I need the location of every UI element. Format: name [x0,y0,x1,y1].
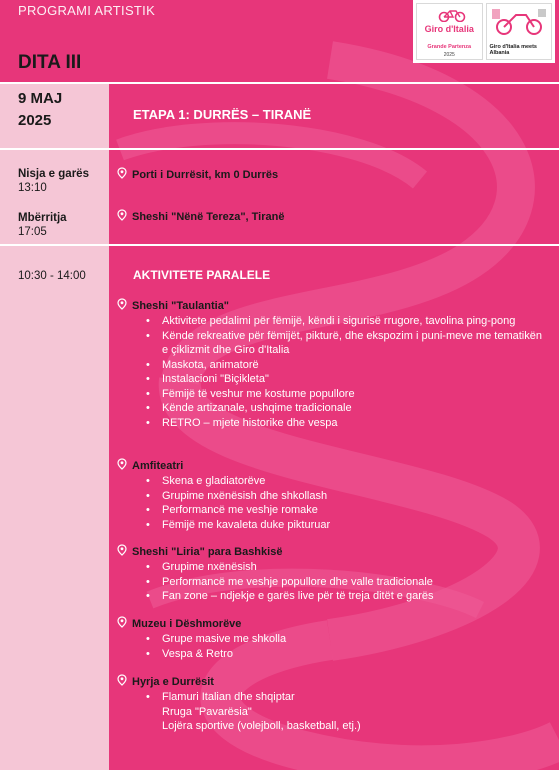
list-item: • Grupime nxënësish dhe shkollash [146,489,542,504]
logo-caption: Giro d'Italia meets Albania [489,44,537,56]
list-item: • Flamuri Italian dhe shqiptar [146,690,542,705]
location-pin-icon [117,674,127,686]
date [18,88,62,132]
list-item: • Skena e gladiatorëve [146,474,542,489]
giro-logo [416,3,483,60]
activity-list [146,632,542,661]
logo-subtitle: Grande Partenza [427,44,472,50]
venue-name [117,298,542,313]
venue-label: Hyrja e Durrësit [132,676,214,688]
venue-label: Sheshi "Liria" para Bashkisë [132,546,283,558]
start-location: Porti i Durrësit, km 0 Durrës [132,169,279,181]
list-item: • Performancë me veshje popullore dhe valle tradicionale [146,575,542,590]
venue-name [117,674,542,689]
list-item: • Aktivitete pedalimi për fëmijë, këndi i sigurisë rrugore, tavolina ping-pong [146,314,542,329]
activity-list [146,474,542,532]
start-info [18,167,89,195]
date-year: 2025 [18,112,52,129]
list-item: • Instalacioni "Biçikleta" [146,372,542,387]
start-time: 13:10 [18,182,47,194]
activity-list [146,314,542,430]
list-item: • Fëmijë të veshur me kostume popullore [146,387,542,402]
list-item: • Performancë me veshje romake [146,503,542,518]
finish-label: Mbërritja [18,212,67,224]
divider [0,148,559,150]
list-item: • Fan zone – ndjekje e garës live për të treja ditët e garës [146,589,542,604]
parallel-title: AKTIVITETE PARALELE [133,268,271,282]
venue-label: Sheshi "Taulantia" [132,300,230,312]
cyclist-icon [490,7,550,37]
location-pin-icon [117,298,127,310]
location-pin-icon [117,458,127,470]
venue-amfiteatri [117,458,542,532]
venue-liria [117,544,542,604]
venue-taulantia [117,298,542,430]
venue-hyrja [117,674,542,734]
location-pin-icon [117,616,127,628]
list-item: • Maskota, animatorë [146,358,542,373]
bicycle-icon [437,8,467,22]
venue-muzeu [117,616,542,661]
finish-location-row [117,209,284,223]
list-item: • Grupe masive me shkolla [146,632,542,647]
day-title: DITA III [18,52,82,73]
list-item: • Kënde rekreative për fëmijët, pikturë, dhe ekspozim i puni-meve me tematikën e çiklizmit dhe Giro d'Italia [146,329,542,358]
divider [0,82,559,84]
venue-name [117,544,542,559]
program-header: PROGRAMI ARTISTIK [18,3,156,18]
list-item: • Vespa & Retro [146,647,542,662]
location-pin-icon [117,544,127,556]
location-pin-icon [117,209,127,221]
sponsor-logos [413,0,555,63]
divider [0,244,559,246]
list-item: • RETRO – mjete historike dhe vespa [146,416,542,431]
location-pin-icon [117,167,127,179]
activity-list [146,690,542,734]
date-day: 9 MAJ [18,90,63,107]
list-item: • Grupime nxënësish [146,560,542,575]
logo-title: Giro d'Italia [424,24,474,34]
finish-time: 17:05 [18,226,47,238]
list-item: • Fëmijë me kavaleta duke pikturuar [146,518,542,533]
venue-label: Amfiteatri [132,460,184,472]
stage-title: ETAPA 1: DURRËS – TIRANË [133,107,312,122]
start-label: Nisja e garës [18,168,89,180]
list-item: Lojëra sportive (volejboll, basketball, etj.) [162,720,361,732]
list-item: • Kënde artizanale, ushqime tradicionale [146,401,542,416]
list-item: Rruga "Pavarësia" [162,705,252,718]
start-location-row [117,167,278,181]
venue-name [117,458,542,473]
parallel-time: 10:30 - 14:00 [18,270,86,282]
venue-label: Muzeu i Dëshmorëve [132,618,242,630]
logo-year: 2025 [443,52,455,58]
venue-name [117,616,542,631]
activity-list [146,560,542,604]
albania-logo [486,3,553,60]
finish-location: Sheshi "Nënë Tereza", Tiranë [132,211,285,223]
finish-info [18,211,67,239]
